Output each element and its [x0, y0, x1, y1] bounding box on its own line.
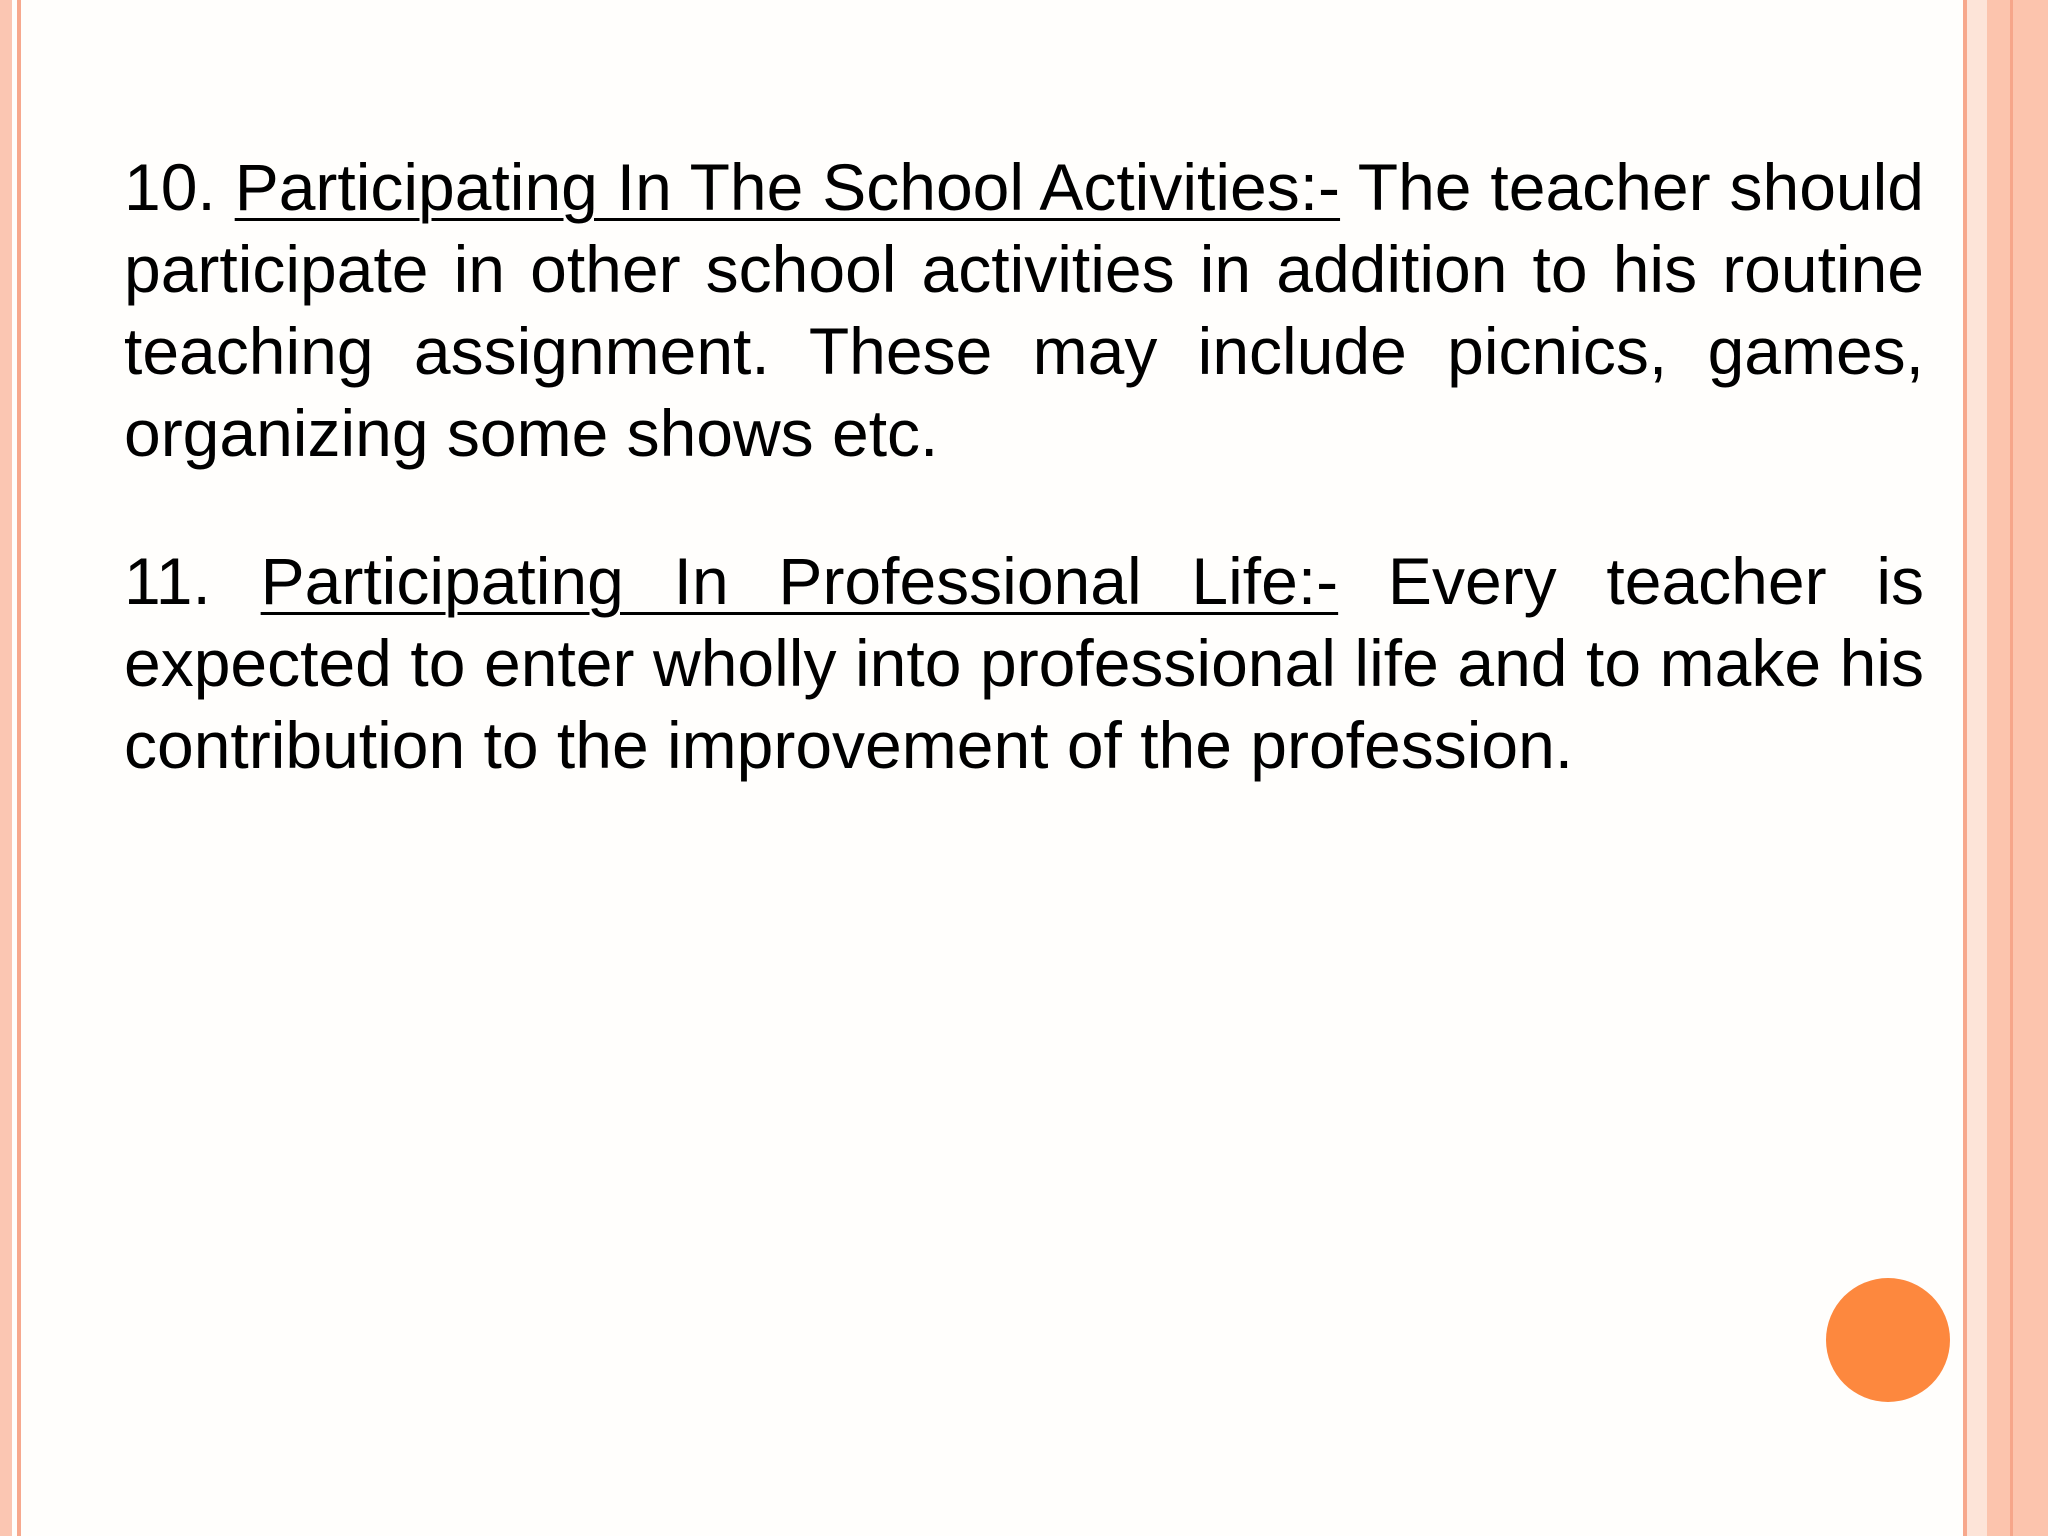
- item-number: 10.: [124, 150, 216, 224]
- right-border-gap: [1967, 0, 1987, 1536]
- left-border-stripe: [0, 0, 12, 1536]
- left-border-line: [17, 0, 21, 1536]
- slide-content: [124, 146, 1924, 852]
- item-body: The teacher should participate in other school activities in addition to his routine teaching assignment. These may include picnics, games, organizing some shows etc.: [124, 150, 1924, 470]
- right-border-stripe: [1987, 0, 2048, 1536]
- item-heading: Participating In Professional Life:-: [260, 544, 1339, 618]
- right-border-inner-line: [2010, 0, 2013, 1536]
- item-heading: Participating In The School Activities:-: [234, 150, 1341, 224]
- list-item-11: [124, 540, 1924, 786]
- orange-circle-decoration: [1826, 1278, 1950, 1402]
- item-body: Every teacher is expected to enter wholly into professional life and to make his contribution to the improvement of the profession.: [124, 544, 1924, 782]
- item-number: 11.: [124, 544, 211, 618]
- list-item-10: [124, 146, 1924, 474]
